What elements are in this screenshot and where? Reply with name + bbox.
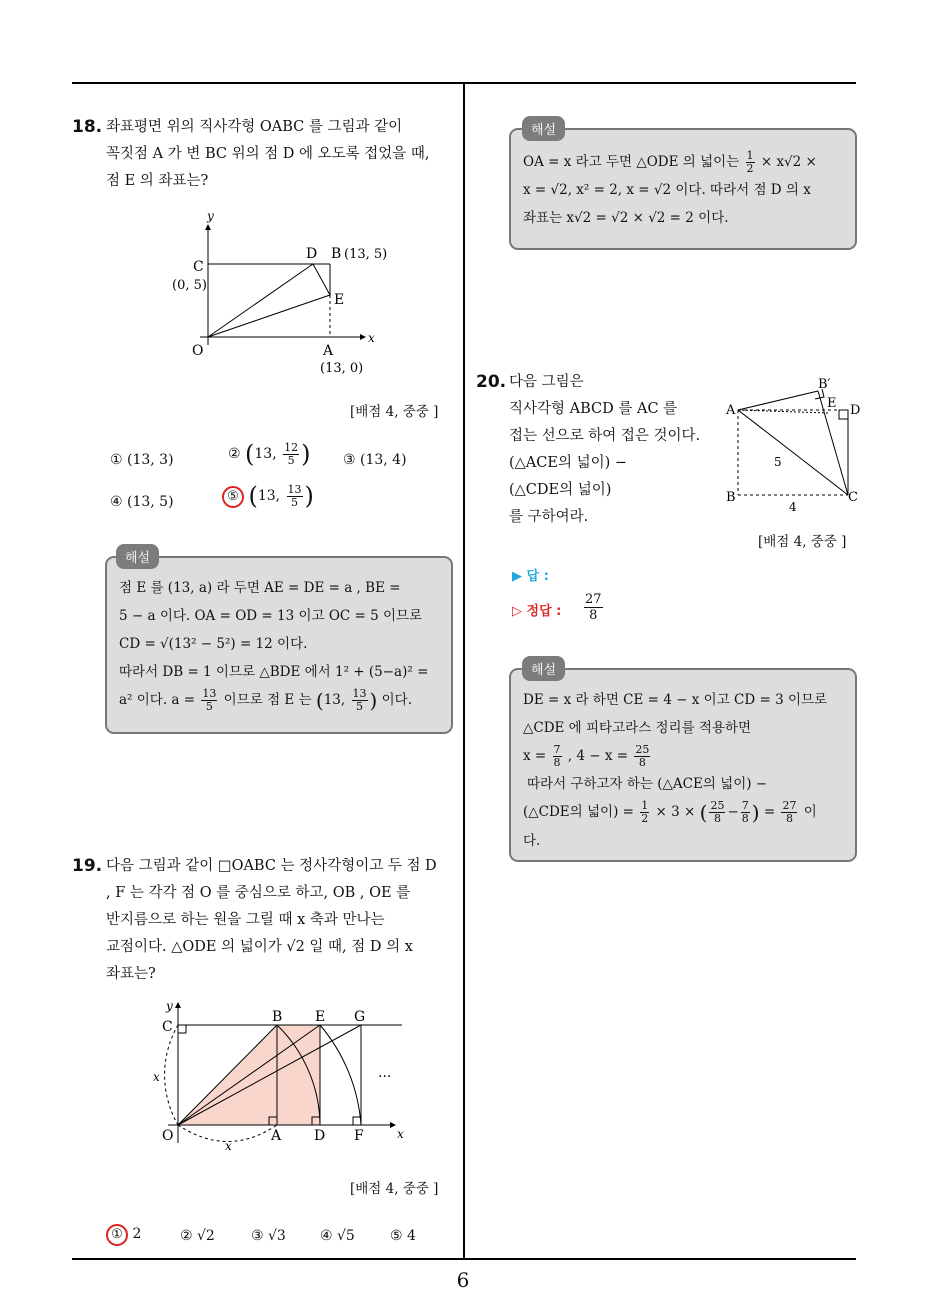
q19-score: [배점 4, 중중 ] <box>350 1181 439 1197</box>
expl-line: DE = x 라 하면 CE = 4 − x 이고 CD = 3 이므로 <box>523 692 828 708</box>
q19-fig-C: C <box>162 1019 173 1035</box>
q18-choice-5-frac: $\frac{13}{5}$ <box>287 482 302 509</box>
q20-explanation-tab: 해설 <box>522 656 565 681</box>
q18-line: 점 E 의 좌표는? <box>106 173 209 189</box>
expl-line: CD = √(13² − 5²) = 12 이다. <box>119 636 308 652</box>
q19-choice-3[interactable]: ③ √3 <box>251 1228 286 1244</box>
q20-correct-label: ▷ 정답 : <box>512 604 562 619</box>
q20-line: 다음 그림은 <box>509 374 584 390</box>
expl-line: △CDE 에 피타고라스 정리를 적용하면 <box>523 720 752 736</box>
q18-fig-A: A <box>323 343 334 359</box>
q19-fig-B: B <box>272 1009 283 1025</box>
q19-figure <box>140 998 415 1153</box>
expl-line: 따라서 DB = 1 이므로 △BDE 에서 1² + (5−a)² = <box>119 664 429 680</box>
q19-fig-G: G <box>354 1009 366 1025</box>
q18-choice-3[interactable]: ③ (13, 4) <box>343 452 407 468</box>
q20-fig-B: B <box>726 490 736 505</box>
q20-answer-label: ▶ 답 : <box>512 569 549 584</box>
q18-line: 좌표평면 위의 직사각형 OABC 를 그림과 같이 <box>106 119 403 135</box>
q18-fig-y: y <box>207 209 214 223</box>
q19-fig-A: A <box>271 1128 282 1144</box>
q19-choice-1-value: 2 <box>132 1226 142 1242</box>
q19-line: 반지름으로 하는 원을 그릴 때 x 축과 만나는 <box>106 912 385 928</box>
q19-fig-O: O <box>162 1128 174 1144</box>
q19-fig-E: E <box>315 1009 326 1025</box>
expl-line: 5 − a 이다. OA = OD = 13 이고 OC = 5 이므로 <box>119 608 423 624</box>
q18-choice-2-frac: $\frac{12}{5}$ <box>284 440 299 467</box>
q18-fig-C-coord: (0, 5) <box>172 278 207 293</box>
q20-fig-C: C <box>848 490 858 505</box>
q19-explanation-box <box>509 128 857 250</box>
answer-mark-circle: ⑤ <box>222 486 244 508</box>
q19-line: 교점이다. △ODE 의 넓이가 √2 일 때, 점 D 의 x <box>106 939 413 955</box>
q19-fig-y: y <box>166 999 173 1013</box>
q19-fig-D: D <box>314 1128 326 1144</box>
q20-fig-5: 5 <box>774 455 782 469</box>
q18-fig-D: D <box>306 246 318 262</box>
q20-line: 직사각형 ABCD 를 AC 를 <box>509 401 678 417</box>
q18-number: 18. <box>72 117 103 137</box>
expl-line: x = $\frac{7}{8}$ , 4 − x = $\frac{25}{8}$ <box>523 743 650 769</box>
bottom-rule <box>72 1258 856 1260</box>
q18-fig-A-coord: (13, 0) <box>320 361 364 376</box>
expl-line: 따라서 구하고자 하는 (△ACE의 넓이) − <box>527 776 768 792</box>
q20-fig-4: 4 <box>789 500 797 514</box>
q19-choice-2[interactable]: ② √2 <box>180 1228 215 1244</box>
q19-line: 좌표는? <box>106 966 156 982</box>
page-number: 6 <box>456 1268 470 1292</box>
q18-fig-x: x <box>368 331 375 345</box>
q18-score: [배점 4, 중중 ] <box>350 404 439 420</box>
q18-explanation <box>119 574 428 715</box>
q20-explanation-box <box>509 668 857 862</box>
q19-line: , F 는 각각 점 O 를 중심으로 하고, OB , OE 를 <box>106 885 411 901</box>
q19-fig-x-bottom: x <box>225 1139 232 1153</box>
q18-choice-2-mark: ② <box>228 446 241 462</box>
q19-choice-5[interactable]: ⑤ 4 <box>390 1228 416 1244</box>
expl-line: 좌표는 x√2 = √2 × √2 = 2 이다. <box>523 210 729 226</box>
q18-explanation-tab: 해설 <box>116 544 159 569</box>
q18-choice-1[interactable]: ① (13, 3) <box>110 452 174 468</box>
q20-fig-E: E <box>827 396 837 411</box>
q18-choice-5[interactable]: ⑤ (13, $\frac{13}{5}$ ) <box>222 482 314 510</box>
q20-fig-Bp: B′ <box>818 377 831 392</box>
q18-choice-5-x: 13, <box>257 488 281 504</box>
q18-explanation-box <box>105 556 453 734</box>
q18-fig-C: C <box>193 259 204 275</box>
expl-line: (△CDE의 넓이) = $\frac{1}{2}$ × 3 × ( $\frac{25}{8}$ − $\frac{7}{8}$ ) = $\frac{27}{8}$ 이 <box>523 799 817 825</box>
q19-number: 19. <box>72 856 103 876</box>
q18-figure <box>160 205 400 380</box>
q19-fig-F: F <box>354 1128 364 1144</box>
q19-fig-x: x <box>397 1127 404 1141</box>
q18-line: 꼭짓점 A 가 변 BC 위의 점 D 에 오도록 접었을 때, <box>106 146 430 162</box>
q18-fig-E: E <box>334 292 345 308</box>
q19-explanation-tab: 해설 <box>522 116 565 141</box>
expl-line: a² 이다. a = $\frac{13}{5}$ 이므로 점 E 는 (13, $\frac{13}{5}$ ) 이다. <box>119 687 412 713</box>
q20-explanation <box>523 686 827 855</box>
q19-fig-x-left: x <box>153 1070 160 1084</box>
q20-correct-answer: $\frac{27}{8}$ <box>585 592 602 623</box>
q19-choice-4[interactable]: ④ √5 <box>320 1228 355 1244</box>
answer-mark-circle: ① <box>106 1224 128 1246</box>
q19-choice-1[interactable] <box>106 1224 141 1246</box>
column-divider <box>463 84 465 1258</box>
q19-fig-dots: ··· <box>378 1069 392 1085</box>
q20-fig-D: D <box>850 403 861 418</box>
q20-score: [배점 4, 중중 ] <box>758 534 847 550</box>
q18-choice-2-x: 13, <box>254 446 277 462</box>
q20-line: 접는 선으로 하여 접은 것이다. <box>509 428 701 444</box>
q20-line: (△ACE의 넓이) − <box>509 455 628 471</box>
expl-line: 점 E 를 (13, a) 라 두면 AE = DE = a , BE = <box>119 580 401 596</box>
q19-line: 다음 그림과 같이 □OABC 는 정사각형이고 두 점 D <box>106 858 437 874</box>
q18-text <box>106 114 430 195</box>
q20-figure <box>722 375 862 517</box>
expl-line: OA = x 라고 두면 △ODE 의 넓이는 $\frac{1}{2}$ × x√2 × <box>523 149 817 175</box>
expl-line: 다. <box>523 832 541 849</box>
q18-choice-2[interactable]: ② (13, $\frac{12}{5}$ ) <box>228 440 311 468</box>
q18-fig-B: B <box>331 246 342 262</box>
q20-number: 20. <box>476 372 507 392</box>
q19-explanation <box>523 148 817 232</box>
q18-fig-B-coord: (13, 5) <box>344 247 388 262</box>
q20-line: (△CDE의 넓이) <box>509 482 612 498</box>
q19-text <box>106 853 437 988</box>
q20-fig-A: A <box>726 403 736 418</box>
expl-line: x = √2, x² = 2, x = √2 이다. 따라서 점 D 의 x <box>523 182 811 198</box>
q18-choice-4[interactable]: ④ (13, 5) <box>110 494 174 510</box>
q18-fig-O: O <box>192 343 204 359</box>
q20-line: 를 구하여라. <box>509 509 589 525</box>
q20-text <box>509 369 700 531</box>
